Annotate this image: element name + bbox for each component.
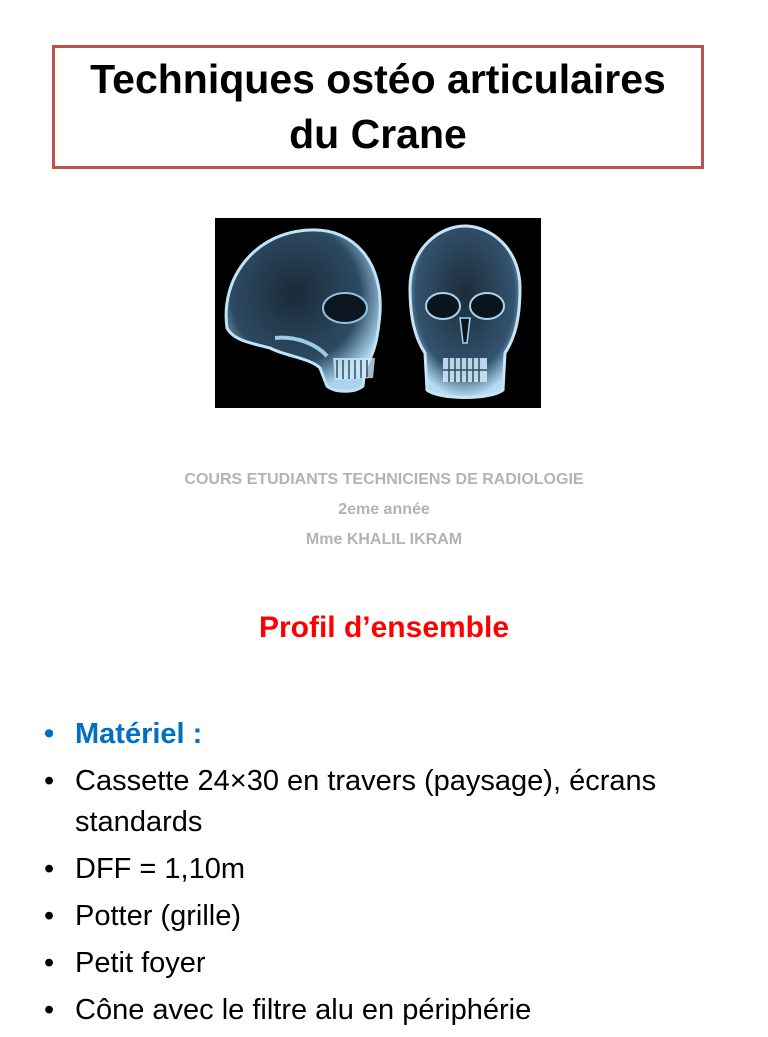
course-teacher: Mme KHALIL IKRAM: [305, 531, 463, 548]
slide-title-line2: du Crane: [289, 111, 467, 157]
bullet-text: DFF = 1,10m: [75, 853, 246, 885]
bullet-text: Matériel :: [75, 718, 203, 750]
frontal-skull-shape: [410, 226, 520, 398]
slide-title-line1: Techniques ostéo articulaires: [90, 56, 666, 102]
bullet-text: Petit foyer: [75, 947, 206, 979]
bullet-dot-icon: •: [44, 994, 55, 1026]
bullet-dot-icon: •: [44, 765, 55, 797]
bullet-text: Cône avec le filtre alu en périphérie: [75, 994, 532, 1026]
bullet-dot-icon: •: [44, 947, 55, 979]
bullet-text: Potter (grille): [75, 900, 241, 932]
course-title: COURS ETUDIANTS TECHNICIENS DE RADIOLOGIE: [184, 471, 584, 488]
course-year: 2eme année: [338, 501, 430, 518]
title-box: [52, 45, 704, 169]
slide-title: [90, 52, 666, 162]
bullet-item-materiel: [40, 714, 740, 755]
bullet-item-cassette: [40, 761, 740, 843]
bullet-item-cone: [40, 990, 740, 1031]
skull-xray-image: [215, 218, 541, 408]
bullet-dot-icon: •: [44, 853, 55, 885]
section-title: Profil d’ensemble: [258, 611, 510, 644]
bullet-dot-icon: •: [44, 900, 55, 932]
lateral-skull-shape: [226, 230, 380, 391]
bullet-item-dff: [40, 849, 740, 890]
course-info: [0, 465, 768, 555]
bullet-text: Cassette 24×30 en travers (paysage), écrans standards: [75, 765, 657, 838]
bullet-list: [40, 714, 740, 1037]
bullet-item-foyer: [40, 943, 740, 984]
bullet-item-potter: [40, 896, 740, 937]
bullet-dot-icon: •: [44, 718, 55, 750]
